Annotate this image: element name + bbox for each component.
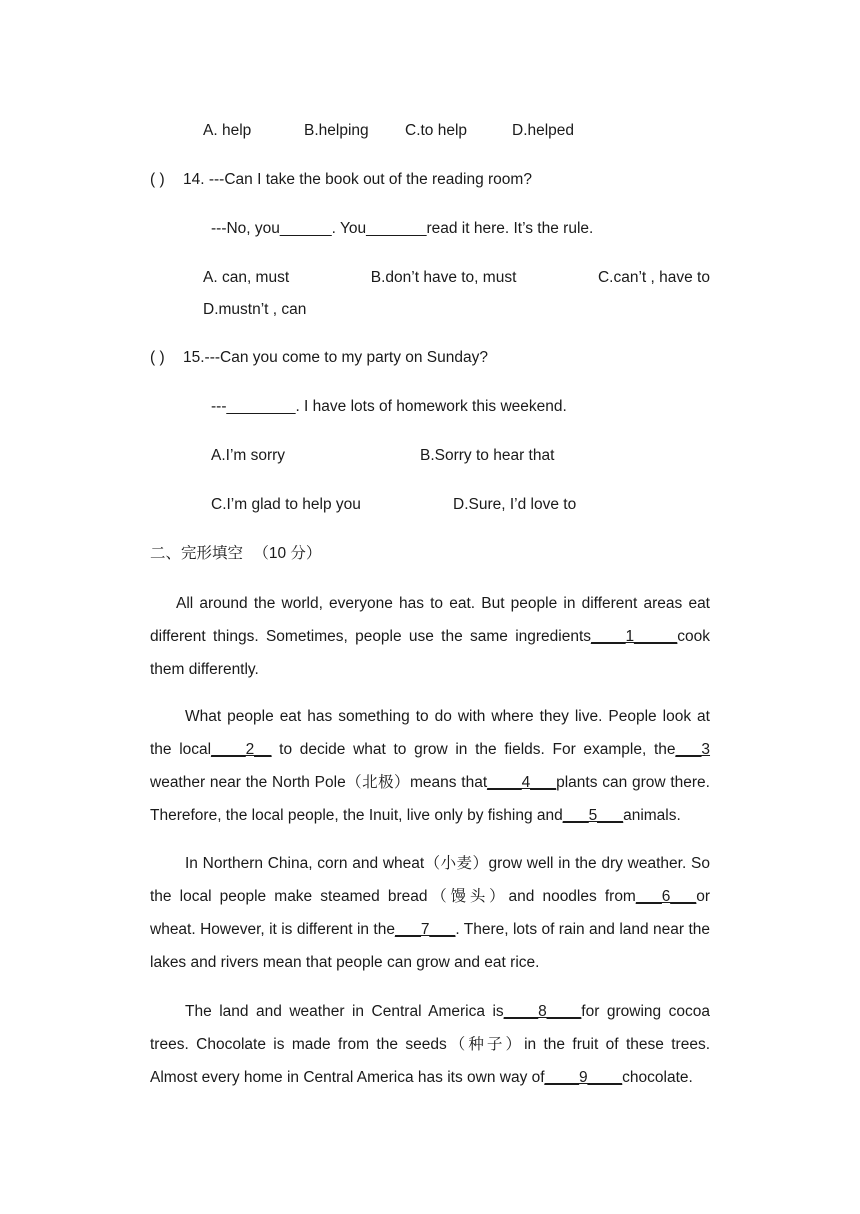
q14-options-row — [203, 268, 710, 288]
blank-7[interactable]: ___7___ — [394, 921, 456, 938]
q14-option-b: B.don’t have to, must — [370, 269, 517, 286]
q14-option-a: A. can, must — [203, 269, 290, 286]
blank-4[interactable]: ____4___ — [487, 774, 557, 791]
section-title — [150, 543, 321, 564]
p3-text-d: or wheat. However, it is different in the — [150, 888, 710, 938]
q15-answer: ---________. I have lots of homework this weekend. — [211, 398, 567, 415]
blank-8[interactable]: ____8____ — [503, 1003, 582, 1020]
p2-text-d: means that — [410, 774, 488, 791]
passage-paragraph-2 — [150, 700, 710, 832]
p2-text-b: to decide what to grow in the fields. For example, the — [279, 741, 676, 758]
q15-option-d: D.Sure, I’d love to — [453, 496, 577, 513]
p1-text-b: cook them differently. — [150, 628, 710, 678]
q15-question: 15.---Can you come to my party on Sunday? — [183, 349, 488, 366]
q15-paren: ( ) — [150, 349, 165, 366]
q15-option-a: A.I’m sorry — [211, 447, 286, 464]
p2-cjk-north-pole: （北极） — [345, 773, 410, 791]
p3-text-a: In Northern China, corn and wheat — [185, 855, 425, 872]
blank-1[interactable]: ____1_____ — [591, 628, 678, 645]
q15-option-b: B.Sorry to hear that — [420, 447, 555, 464]
blank-6[interactable]: ___6___ — [635, 888, 697, 905]
section-score: （10 分） — [253, 545, 322, 562]
p2-text-f: animals. — [623, 807, 681, 824]
p2-text-a: What people eat has something to do with where they live. People look at the local — [150, 708, 710, 758]
p3-cjk-wheat: （小麦） — [424, 854, 489, 872]
section-title-text: 二、完形填空 — [150, 544, 244, 562]
q14-option-c: C.can’t , have to — [597, 269, 710, 286]
blank-2[interactable]: ____2__ — [211, 741, 272, 758]
q14-option-d: D.mustn’t , can — [203, 301, 307, 318]
p2-text-e: plants can grow there. Therefore, the local people, the Inuit, live only by fishing and — [150, 774, 710, 824]
q13-option-b: B.helping — [304, 122, 369, 139]
q15-option-c: C.I’m glad to help you — [211, 496, 361, 513]
blank-3[interactable]: ___3 — [675, 741, 711, 758]
p3-text-c: and noodles from — [508, 888, 636, 905]
p4-text-a: The land and weather in Central America is — [185, 1003, 504, 1020]
q14-answer: ---No, you______. You_______read it here. It’s the rule. — [211, 220, 594, 237]
p4-cjk-seeds: （种子） — [446, 1035, 525, 1053]
p3-text-b: grow well in the dry weather. So the local people make steamed bread — [150, 855, 710, 905]
q13-option-c: C.to help — [405, 122, 468, 139]
p4-text-c: in the fruit of these trees. Almost every home in Central America has its own way of — [150, 1036, 710, 1086]
q14-question: 14. ---Can I take the book out of the reading room? — [183, 171, 532, 188]
q14-paren: ( ) — [150, 171, 165, 188]
q13-option-d: D.helped — [512, 122, 575, 139]
blank-9[interactable]: ____9____ — [544, 1069, 623, 1086]
p2-text-c: weather near the North Pole — [150, 774, 346, 791]
p3-cjk-steamed-bread: （馒头） — [427, 887, 509, 905]
passage-paragraph-1 — [150, 587, 710, 686]
blank-5[interactable]: ___5___ — [562, 807, 624, 824]
p4-text-b: for growing cocoa trees. Chocolate is made from the seeds — [150, 1003, 710, 1053]
q13-option-a: A. help — [203, 122, 252, 139]
p3-text-e: . There, lots of rain and land near the lakes and rivers mean that people can grow and eat rice. — [150, 921, 710, 971]
p4-text-d: chocolate. — [622, 1069, 693, 1086]
passage-paragraph-4 — [150, 995, 710, 1094]
passage-paragraph-3 — [150, 847, 710, 979]
p1-text-a: All around the world, everyone has to eat. But people in different areas eat different things. Sometimes, people use the same ingredients — [150, 595, 710, 645]
